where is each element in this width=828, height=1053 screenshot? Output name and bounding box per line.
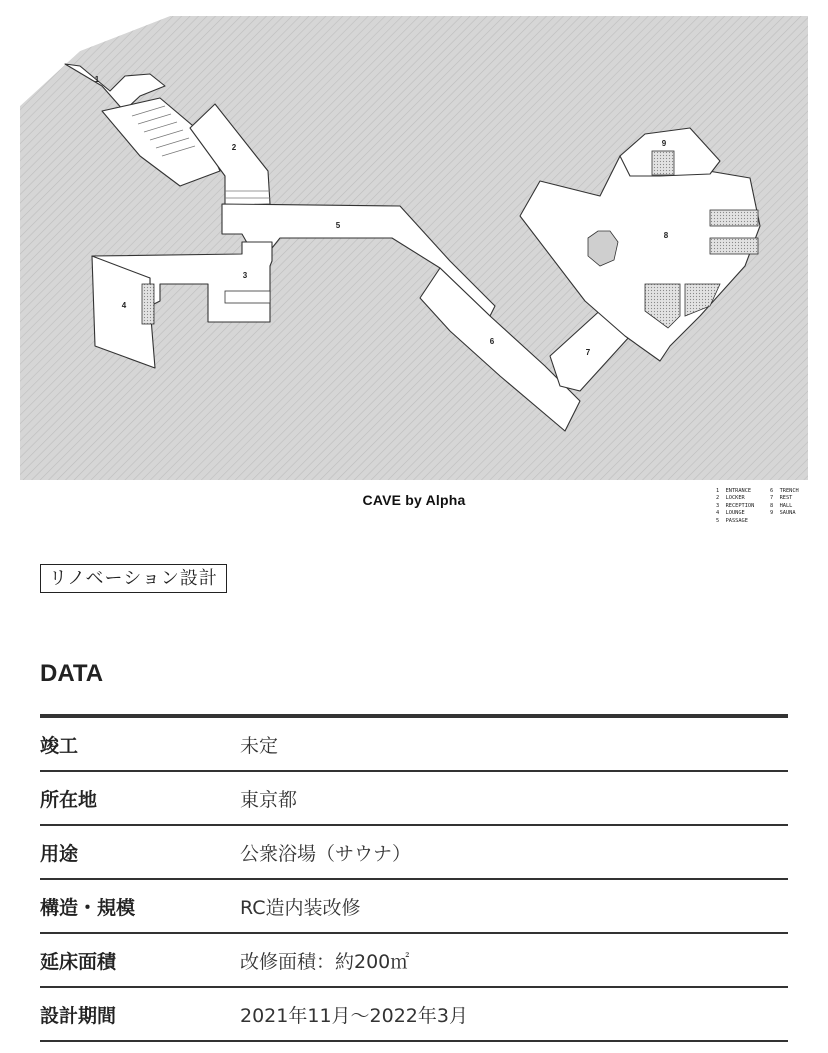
legend-item-trench: 6 TRENCH (770, 488, 799, 494)
room-number-8: 8 (663, 231, 669, 240)
table-row (40, 772, 788, 826)
hall-bench-2 (710, 238, 758, 254)
row-value: 未定 (240, 734, 279, 757)
row-label: 構造・規模 (40, 896, 136, 919)
legend-item-sauna: 9 SAUNA (770, 510, 796, 517)
table-row (40, 718, 788, 772)
legend-item-locker: 2 LOCKER (716, 495, 745, 502)
table-row (40, 988, 788, 1042)
room-number-4: 4 (121, 301, 127, 310)
legend-item-reception: 3 RECEPTION (716, 502, 755, 509)
floor-plan-drawing (20, 16, 808, 480)
hall-bench-1 (710, 210, 758, 226)
data-heading: DATA (40, 660, 104, 687)
table-row (40, 934, 788, 988)
table-row (40, 826, 788, 880)
legend-item-hall: 8 HALL (770, 502, 793, 509)
plan-legend (716, 488, 810, 525)
plan-caption: CAVE by Alpha (362, 492, 466, 508)
legend-item-rest: 7 REST (770, 495, 793, 502)
row-value: 公衆浴場（サウナ） (240, 842, 412, 865)
room-number-1: 1 (94, 75, 100, 84)
room-number-6: 6 (489, 337, 495, 346)
row-value: 2021年11月〜2022年3月 (240, 1004, 468, 1027)
room-number-2: 2 (231, 143, 237, 152)
row-label: 竣工 (40, 734, 79, 757)
row-value: 改修面積：約200㎡ (240, 950, 410, 973)
row-label: 所在地 (40, 788, 98, 811)
room-number-3: 3 (242, 271, 248, 280)
legend-item-lounge: 4 LOUNGE (716, 510, 745, 517)
row-label: 設計期間 (40, 1004, 117, 1027)
data-table (40, 714, 788, 1042)
table-row (40, 880, 788, 934)
reception-counter (225, 291, 270, 303)
category-tag[interactable]: リノベーション設計 (40, 564, 227, 593)
room-number-9: 9 (661, 139, 667, 148)
lounge-bench (142, 284, 154, 324)
legend-item-passage: 5 PASSAGE (716, 517, 748, 524)
row-label: 延床面積 (40, 950, 117, 973)
row-value: RC造内装改修 (240, 896, 361, 919)
sauna-stove (652, 151, 674, 175)
legend-item-entrance: 1 ENTRANCE (716, 488, 752, 494)
room-number-7: 7 (585, 348, 591, 357)
row-label: 用途 (40, 842, 79, 865)
floor-plan (20, 16, 808, 480)
room-number-5: 5 (335, 221, 341, 230)
row-value: 東京都 (240, 788, 298, 811)
